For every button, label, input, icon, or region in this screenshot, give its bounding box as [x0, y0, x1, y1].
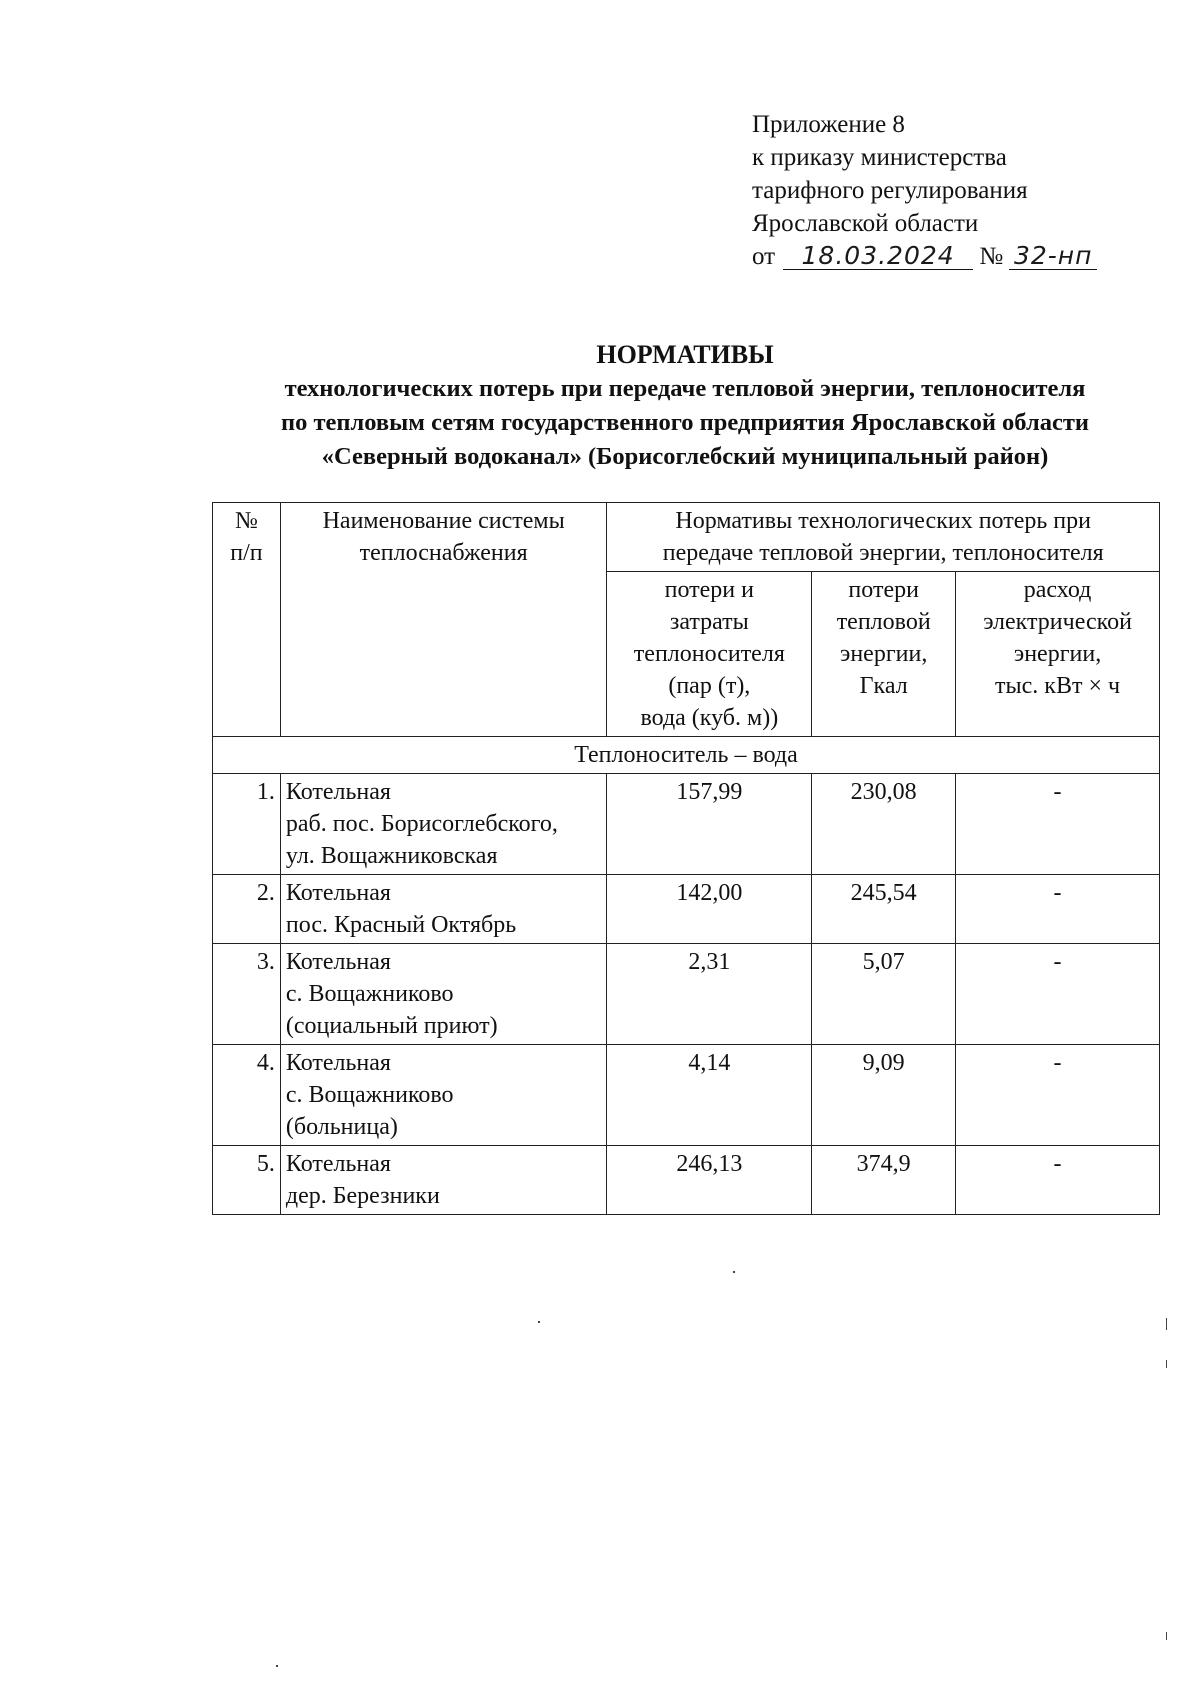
- row-electric-value: -: [956, 774, 1160, 875]
- header-system-name: Наименование системы теплоснабжения: [280, 503, 607, 737]
- row-system-name: Котельная с. Вощажниково (больница): [280, 1045, 607, 1146]
- row-number: 1.: [213, 774, 281, 875]
- scan-speck: [276, 1665, 278, 1667]
- appendix-line: к приказу министерства: [752, 144, 1007, 171]
- row-system-name: Котельная дер. Березники: [280, 1146, 607, 1215]
- title-line: «Северный водоканал» (Борисоглебский муниципальный район): [321, 443, 1049, 470]
- norms-table: [212, 502, 1160, 1215]
- row-system-name: Котельная пос. Красный Октябрь: [280, 875, 607, 944]
- scan-speck: [538, 1321, 540, 1323]
- row-carrier-value: 4,14: [607, 1045, 812, 1146]
- row-system-name: Котельная с. Вощажниково (социальный приют): [280, 944, 607, 1045]
- row-heat-value: 245,54: [812, 875, 956, 944]
- row-number: 4.: [213, 1045, 281, 1146]
- handwritten-date: 18.03.2024: [783, 243, 973, 270]
- scan-speck: [1166, 1632, 1167, 1640]
- header-carrier-losses: потери и затраты теплоносителя (пар (т), вода (куб. м)): [607, 572, 812, 737]
- row-carrier-value: 142,00: [607, 875, 812, 944]
- row-system-name: Котельная раб. пос. Борисоглебского, ул. Вощажниковская: [280, 774, 607, 875]
- row-number: 3.: [213, 944, 281, 1045]
- from-label: от: [752, 243, 776, 270]
- appendix-date-line: [752, 240, 1097, 273]
- row-electric-value: -: [956, 1146, 1160, 1215]
- header-heat-losses: потери тепловой энергии, Гкал: [812, 572, 956, 737]
- header-number: № п/п: [213, 503, 281, 737]
- row-carrier-value: 2,31: [607, 944, 812, 1045]
- table-row: [213, 1146, 1160, 1215]
- title-line: технологических потерь при передаче тепловой энергии, теплоносителя: [284, 375, 1086, 402]
- row-heat-value: 5,07: [812, 944, 956, 1045]
- appendix-line: Приложение 8: [752, 111, 905, 138]
- row-electric-value: -: [956, 875, 1160, 944]
- handwritten-number: 32-нп: [1009, 243, 1097, 270]
- number-sign: №: [979, 243, 1004, 270]
- table-row: [213, 944, 1160, 1045]
- header-norms-group: Нормативы технологических потерь при передаче тепловой энергии, теплоносителя: [607, 503, 1160, 572]
- row-carrier-value: 157,99: [607, 774, 812, 875]
- title-main: НОРМАТИВЫ: [596, 340, 774, 369]
- row-number: 2.: [213, 875, 281, 944]
- appendix-block: [752, 108, 1097, 273]
- scan-speck: [733, 1271, 735, 1273]
- row-heat-value: 230,08: [812, 774, 956, 875]
- section-row: Теплоноситель – вода: [213, 737, 1160, 774]
- scan-speck: [1166, 1360, 1167, 1368]
- table-row: [213, 875, 1160, 944]
- row-electric-value: -: [956, 1045, 1160, 1146]
- row-heat-value: 9,09: [812, 1045, 956, 1146]
- row-heat-value: 374,9: [812, 1146, 956, 1215]
- row-electric-value: -: [956, 944, 1160, 1045]
- row-number: 5.: [213, 1146, 281, 1215]
- appendix-line: тарифного регулирования: [752, 177, 1028, 204]
- scan-speck: [1166, 1318, 1167, 1330]
- table-row: [213, 774, 1160, 875]
- row-carrier-value: 246,13: [607, 1146, 812, 1215]
- header-electricity: расход электрической энергии, тыс. кВт × ч: [956, 572, 1160, 737]
- title-line: по тепловым сетям государственного предприятия Ярославской области: [281, 409, 1089, 436]
- table-row: [213, 1045, 1160, 1146]
- document-title: [190, 338, 1180, 474]
- appendix-line: Ярославской области: [752, 210, 979, 237]
